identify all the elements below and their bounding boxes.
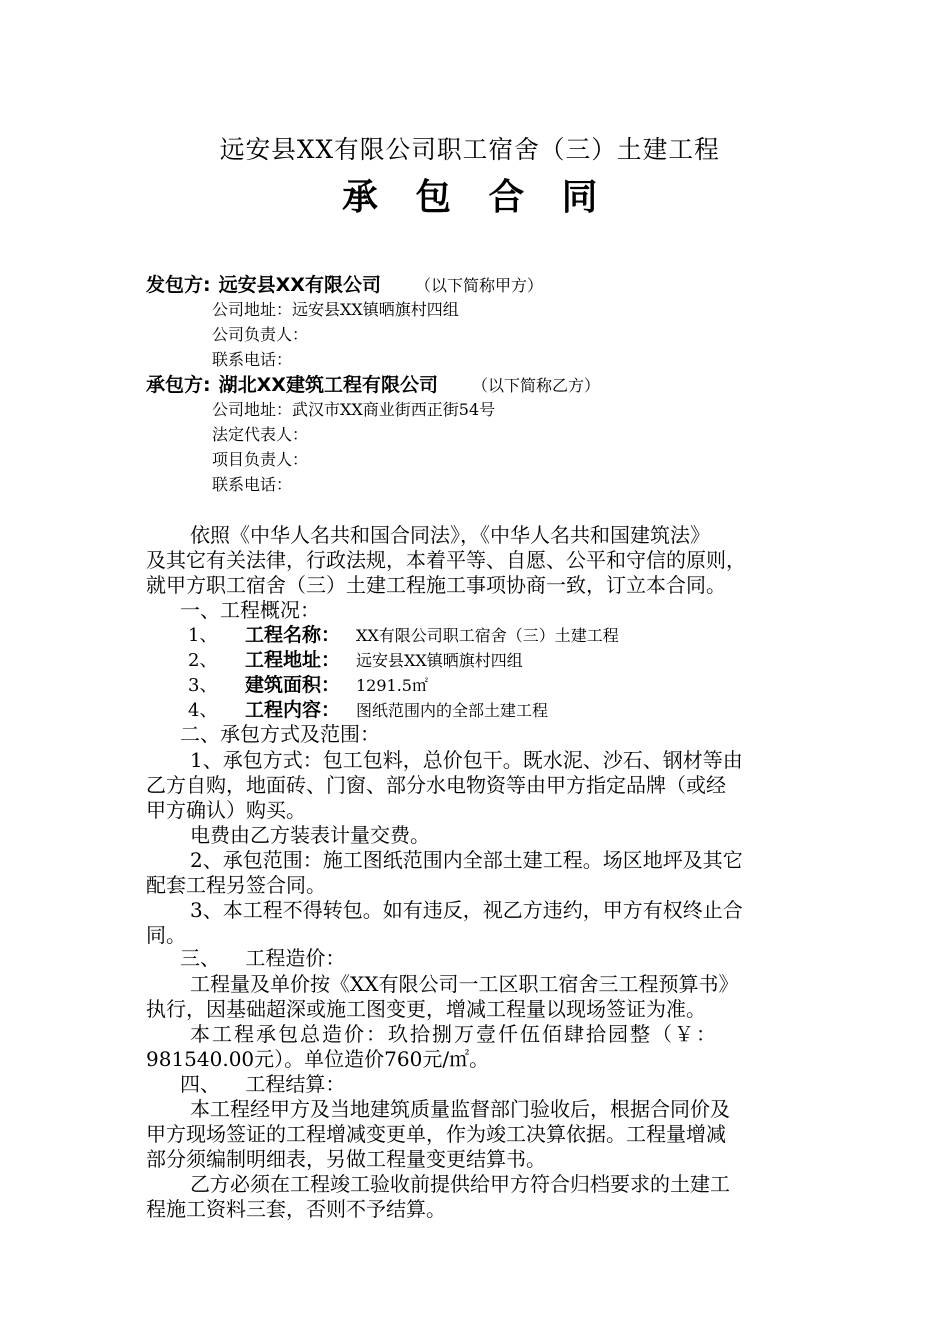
section-2-line-8: 同。 (146, 923, 186, 947)
item-label: 工程名称： (245, 624, 341, 646)
section-4-line-2: 甲方现场签证的工程增减变更单，作为竣工决算依据。工程量增减 (146, 1122, 726, 1146)
item-value: XX有限公司职工宿舍（三）土建工程 (356, 626, 619, 645)
party-a-address: 公司地址：远安县XX镇晒旗村四组 (212, 300, 459, 319)
section-4-line-1: 本工程经甲方及当地建筑质量监督部门验收后，根据合同价及 (190, 1097, 730, 1121)
item-label: 工程内容： (245, 699, 341, 721)
section-2-line-3: 甲方确认）购买。 (146, 798, 306, 822)
item-number: 2、 (188, 650, 218, 671)
section-3-line-2: 执行，因基础超深或施工图变更，增减工程量以现场签证为准。 (146, 997, 706, 1021)
section-2-heading: 二、承包方式及范围： (180, 722, 380, 746)
section-2-line-1: 1、承包方式：包工包料，总价包干。既水泥、沙石、钢材等由 (190, 748, 743, 772)
section-4-line-3: 部分须编制明细表，另做工程量变更结算书。 (146, 1147, 546, 1171)
contract-subtitle: 承包合同 (342, 177, 635, 218)
party-b-project-lead: 项目负责人： (212, 450, 309, 469)
party-b-note: （以下简称乙方） (472, 376, 601, 395)
item-number: 4、 (188, 700, 218, 721)
contract-title: 远安县XX有限公司职工宿舍（三）土建工程 (219, 135, 720, 164)
item-value: 1291.5㎡ (356, 676, 428, 695)
section-2-line-7: 3、本工程不得转包。如有违反，视乙方违约，甲方有权终止合 (190, 898, 743, 922)
section-2-line-6: 配套工程另签合同。 (146, 873, 326, 897)
section-2-line-5: 2、承包范围：施工图纸范围内全部土建工程。场区地坪及其它 (190, 848, 743, 872)
party-b-legal-rep: 法定代表人： (212, 425, 309, 444)
section-4-heading: 四、 工程结算： (180, 1072, 346, 1096)
party-a-manager: 公司负责人： (212, 325, 309, 344)
preamble-line-2: 及其它有关法律，行政法规，本着平等、自愿、公平和守信的原则， (146, 548, 746, 572)
section-1-heading: 一、工程概况： (180, 598, 320, 622)
party-a-role: 发包方: (146, 274, 211, 296)
item-number: 3、 (188, 675, 218, 696)
section-2-line-2: 乙方自购，地面砖、门窗、部分水电物资等由甲方指定品牌（或经 (146, 773, 726, 797)
section-3-heading: 三、 工程造价： (180, 946, 346, 970)
party-b-address: 公司地址：武汉市XX商业街西正街54号 (212, 400, 496, 419)
item-value: 远安县XX镇晒旗村四组 (356, 651, 523, 670)
section-3-line-3: 本工程承包总造价：玖拾捌万壹仟伍佰肆拾园整（￥： (190, 1022, 718, 1046)
party-b-role: 承包方: (146, 374, 211, 396)
party-a-phone: 联系电话： (212, 350, 293, 369)
party-a-line (146, 276, 543, 295)
party-b-line (146, 376, 600, 395)
section-2-line-4: 电费由乙方装表计量交费。 (190, 823, 430, 847)
section-3-line-4: 981540.00元）。单位造价760元/㎡。 (146, 1047, 490, 1071)
party-a-note: （以下简称甲方） (415, 276, 544, 295)
preamble-line-1: 依照《中华人名共和国合同法》，《中华人名共和国建筑法》 (190, 523, 710, 547)
item-number: 1、 (188, 625, 218, 646)
item-value: 图纸范围内的全部土建工程 (356, 701, 549, 720)
item-label: 建筑面积： (245, 674, 341, 696)
section-3-line-1: 工程量及单价按《XX有限公司一工区职工宿舍三工程预算书》 (190, 972, 739, 996)
party-b-phone: 联系电话： (212, 475, 293, 494)
section-4-line-4: 乙方必须在工程竣工验收前提供给甲方符合归档要求的土建工 (190, 1172, 730, 1196)
preamble-line-3: 就甲方职工宿舍（三）土建工程施工事项协商一致，订立本合同。 (146, 573, 726, 597)
party-a-name: 远安县XX有限公司 (218, 274, 381, 296)
item-label: 工程地址： (245, 649, 341, 671)
party-b-name: 湖北XX建筑工程有限公司 (218, 374, 438, 396)
section-4-line-5: 程施工资料三套，否则不予结算。 (146, 1197, 446, 1221)
